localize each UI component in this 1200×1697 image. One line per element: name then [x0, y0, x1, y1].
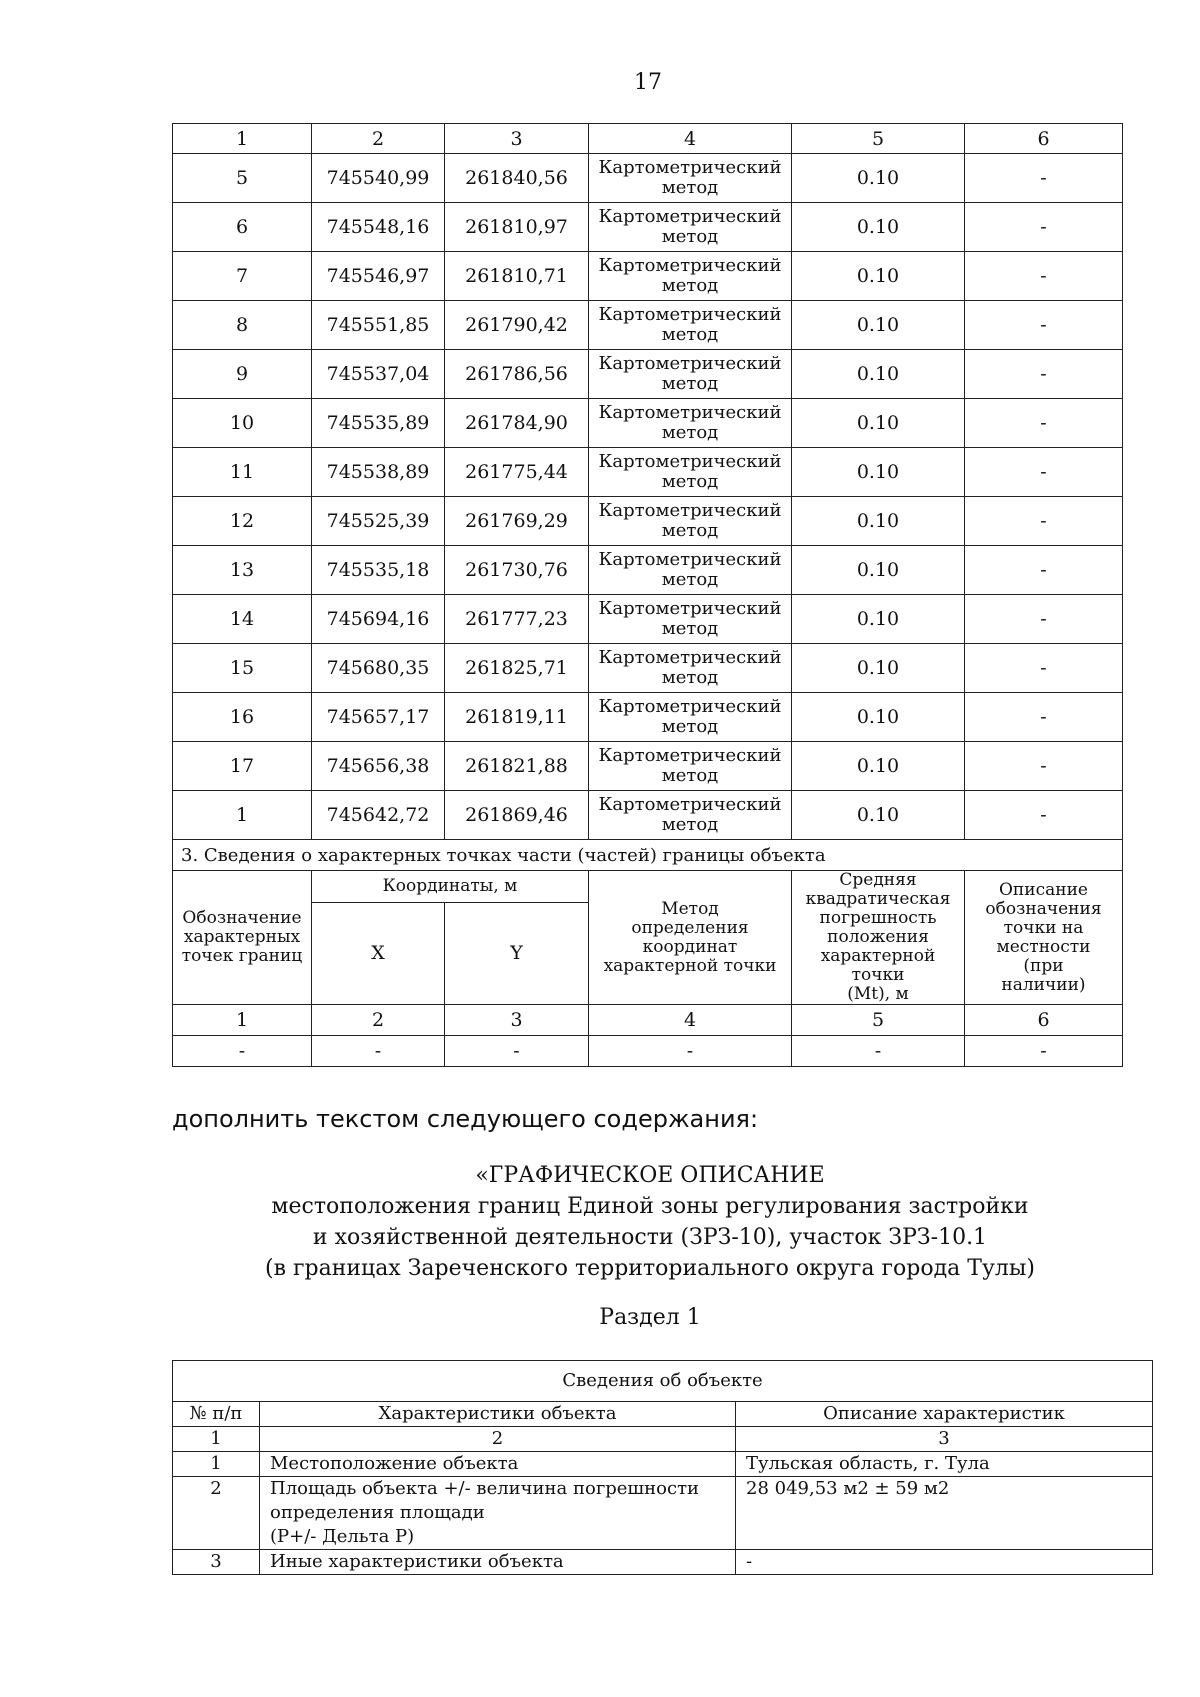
- y-header: Y: [445, 903, 589, 1005]
- characteristic-description: -: [736, 1550, 1153, 1575]
- point-number: 12: [173, 497, 312, 546]
- mean-error: 0.10: [792, 693, 965, 742]
- col-number: 2: [312, 124, 445, 154]
- error-header: Средняя квадратическая погрешность положения характерной точки (Mt), м: [792, 871, 965, 1005]
- column-number-row: [173, 1427, 1153, 1452]
- table-row: [173, 791, 1123, 840]
- point-description: -: [965, 350, 1123, 399]
- column-header: Характеристики объекта: [260, 1402, 736, 1427]
- characteristic-description: 28 049,53 м2 ± 59 м2: [736, 1477, 1153, 1550]
- point-description: -: [965, 154, 1123, 203]
- intro-text: дополнить текстом следующего содержания:: [172, 1105, 759, 1133]
- x-coordinate: 745642,72: [312, 791, 445, 840]
- mean-error: 0.10: [792, 448, 965, 497]
- mean-error: 0.10: [792, 252, 965, 301]
- caption-row: [173, 1361, 1153, 1402]
- col-number: 5: [792, 1005, 965, 1036]
- x-coordinate: 745680,35: [312, 644, 445, 693]
- mean-error: 0.10: [792, 497, 965, 546]
- mean-error: 0.10: [792, 742, 965, 791]
- point-number: 6: [173, 203, 312, 252]
- section3-empty-row: [173, 1036, 1123, 1067]
- point-number: 17: [173, 742, 312, 791]
- col-number: 4: [589, 124, 792, 154]
- method: Картометрический метод: [589, 203, 792, 252]
- x-coordinate: 745538,89: [312, 448, 445, 497]
- column-number-row: [173, 124, 1123, 154]
- point-description: -: [965, 203, 1123, 252]
- point-number: 15: [173, 644, 312, 693]
- method: Картометрический метод: [589, 791, 792, 840]
- section3-header-row: [173, 871, 1123, 903]
- title-line: и хозяйственной деятельности (ЗРЗ-10), участок ЗРЗ-10.1: [312, 1225, 988, 1250]
- col-number: 3: [736, 1427, 1153, 1452]
- method: Картометрический метод: [589, 154, 792, 203]
- method: Картометрический метод: [589, 546, 792, 595]
- table-row: [173, 546, 1123, 595]
- mean-error: 0.10: [792, 350, 965, 399]
- col-number: 5: [792, 124, 965, 154]
- column-header: № п/п: [173, 1402, 260, 1427]
- x-coordinate: 745537,04: [312, 350, 445, 399]
- point-number: 9: [173, 350, 312, 399]
- mean-error: 0.10: [792, 644, 965, 693]
- document-title: [160, 1160, 1140, 1284]
- mean-error: 0.10: [792, 546, 965, 595]
- table-row: [173, 301, 1123, 350]
- x-coordinate: 745540,99: [312, 154, 445, 203]
- table-row: [173, 399, 1123, 448]
- point-description: -: [965, 644, 1123, 693]
- y-coordinate: 261840,56: [445, 154, 589, 203]
- y-coordinate: 261769,29: [445, 497, 589, 546]
- table-row: [173, 1550, 1153, 1575]
- table-row: [173, 350, 1123, 399]
- table-row: [173, 252, 1123, 301]
- method: Картометрический метод: [589, 301, 792, 350]
- title-line: (в границах Зареченского территориального округа города Тулы): [265, 1256, 1035, 1281]
- empty-cell: -: [173, 1036, 312, 1067]
- x-coordinate: 745548,16: [312, 203, 445, 252]
- col-number: 6: [965, 1005, 1123, 1036]
- point-description: -: [965, 742, 1123, 791]
- section3-title-row: [173, 840, 1123, 871]
- method: Картометрический метод: [589, 497, 792, 546]
- y-coordinate: 261810,71: [445, 252, 589, 301]
- col-number: 1: [173, 1427, 260, 1452]
- characteristic-description: Тульская область, г. Тула: [736, 1452, 1153, 1477]
- header-row: [173, 1402, 1153, 1427]
- point-number: 1: [173, 791, 312, 840]
- point-description: -: [965, 448, 1123, 497]
- coords-header: Координаты, м: [312, 871, 589, 903]
- col-number: 4: [589, 1005, 792, 1036]
- method-header: Метод определения координат характерной точки: [589, 871, 792, 1005]
- mean-error: 0.10: [792, 301, 965, 350]
- method: Картометрический метод: [589, 742, 792, 791]
- col-number: 1: [173, 1005, 312, 1036]
- point-number: 10: [173, 399, 312, 448]
- designation-header: Обозначение характерных точек границ: [173, 871, 312, 1005]
- row-number: 3: [173, 1550, 260, 1575]
- y-coordinate: 261869,46: [445, 791, 589, 840]
- description-header: Описание обозначения точки на местности (при наличии): [965, 871, 1123, 1005]
- empty-cell: -: [312, 1036, 445, 1067]
- method: Картометрический метод: [589, 399, 792, 448]
- col-number: 2: [312, 1005, 445, 1036]
- empty-cell: -: [445, 1036, 589, 1067]
- col-number: 3: [445, 124, 589, 154]
- y-coordinate: 261777,23: [445, 595, 589, 644]
- point-number: 14: [173, 595, 312, 644]
- x-coordinate: 745535,18: [312, 546, 445, 595]
- x-coordinate: 745546,97: [312, 252, 445, 301]
- point-description: -: [965, 252, 1123, 301]
- method: Картометрический метод: [589, 595, 792, 644]
- method: Картометрический метод: [589, 350, 792, 399]
- point-description: -: [965, 301, 1123, 350]
- column-header: Описание характеристик: [736, 1402, 1153, 1427]
- table-caption: Сведения об объекте: [173, 1361, 1153, 1402]
- point-number: 13: [173, 546, 312, 595]
- col-number: 2: [260, 1427, 736, 1452]
- y-coordinate: 261825,71: [445, 644, 589, 693]
- y-coordinate: 261730,76: [445, 546, 589, 595]
- mean-error: 0.10: [792, 399, 965, 448]
- row-number: 1: [173, 1452, 260, 1477]
- empty-cell: -: [792, 1036, 965, 1067]
- boundary-points-table: [172, 123, 1123, 1067]
- point-number: 7: [173, 252, 312, 301]
- section-label: Раздел 1: [599, 1305, 701, 1330]
- x-coordinate: 745694,16: [312, 595, 445, 644]
- mean-error: 0.10: [792, 791, 965, 840]
- mean-error: 0.10: [792, 595, 965, 644]
- table-row: [173, 1452, 1153, 1477]
- col-number: 1: [173, 124, 312, 154]
- table-row: [173, 595, 1123, 644]
- characteristic: Площадь объекта +/- величина погрешности определения площади (P+/- Дельта P): [260, 1477, 736, 1550]
- page-number: 17: [634, 70, 662, 95]
- mean-error: 0.10: [792, 203, 965, 252]
- object-info-table: [172, 1360, 1153, 1575]
- x-coordinate: 745551,85: [312, 301, 445, 350]
- point-number: 5: [173, 154, 312, 203]
- col-number: 3: [445, 1005, 589, 1036]
- table-row: [173, 448, 1123, 497]
- x-coordinate: 745656,38: [312, 742, 445, 791]
- empty-cell: -: [965, 1036, 1123, 1067]
- empty-cell: -: [589, 1036, 792, 1067]
- title-line: «ГРАФИЧЕСКОЕ ОПИСАНИЕ: [475, 1163, 825, 1188]
- method: Картометрический метод: [589, 448, 792, 497]
- point-description: -: [965, 497, 1123, 546]
- method: Картометрический метод: [589, 644, 792, 693]
- title-line: местоположения границ Единой зоны регулирования застройки: [271, 1194, 1029, 1219]
- table-row: [173, 644, 1123, 693]
- x-coordinate: 745535,89: [312, 399, 445, 448]
- point-description: -: [965, 399, 1123, 448]
- point-number: 11: [173, 448, 312, 497]
- section3-column-number-row: [173, 1005, 1123, 1036]
- y-coordinate: 261819,11: [445, 693, 589, 742]
- table-row: [173, 497, 1123, 546]
- table-row: [173, 693, 1123, 742]
- point-description: -: [965, 791, 1123, 840]
- y-coordinate: 261784,90: [445, 399, 589, 448]
- y-coordinate: 261810,97: [445, 203, 589, 252]
- section3-title: 3. Сведения о характерных точках части (частей) границы объекта: [173, 840, 1123, 871]
- x-coordinate: 745525,39: [312, 497, 445, 546]
- x-header: X: [312, 903, 445, 1005]
- point-number: 8: [173, 301, 312, 350]
- y-coordinate: 261786,56: [445, 350, 589, 399]
- point-description: -: [965, 546, 1123, 595]
- characteristic: Иные характеристики объекта: [260, 1550, 736, 1575]
- characteristic: Местоположение объекта: [260, 1452, 736, 1477]
- y-coordinate: 261775,44: [445, 448, 589, 497]
- col-number: 6: [965, 124, 1123, 154]
- table-row: [173, 203, 1123, 252]
- mean-error: 0.10: [792, 154, 965, 203]
- point-description: -: [965, 595, 1123, 644]
- row-number: 2: [173, 1477, 260, 1550]
- y-coordinate: 261821,88: [445, 742, 589, 791]
- table-row: [173, 742, 1123, 791]
- y-coordinate: 261790,42: [445, 301, 589, 350]
- point-description: -: [965, 693, 1123, 742]
- table-row: [173, 154, 1123, 203]
- point-number: 16: [173, 693, 312, 742]
- method: Картометрический метод: [589, 693, 792, 742]
- x-coordinate: 745657,17: [312, 693, 445, 742]
- table-row: [173, 1477, 1153, 1550]
- method: Картометрический метод: [589, 252, 792, 301]
